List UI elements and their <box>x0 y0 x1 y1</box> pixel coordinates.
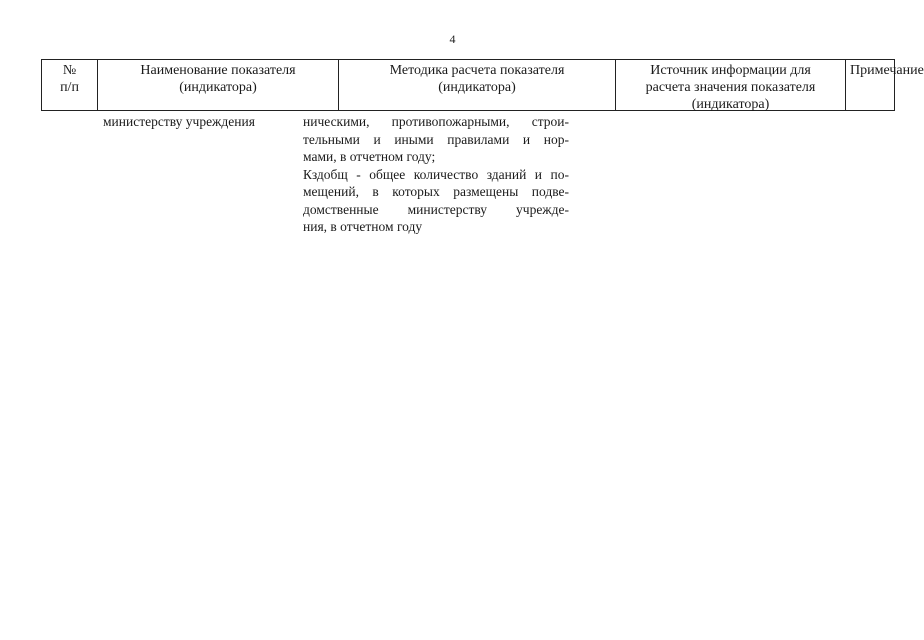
header-source-line2: расчета значения показателя <box>645 80 816 95</box>
header-note-cell <box>846 60 924 110</box>
method-line: мами, в отчетном году; <box>303 149 436 164</box>
header-note-label: Примечание <box>850 63 924 78</box>
header-name-cell <box>98 60 339 110</box>
table-header <box>41 59 924 112</box>
method-line: тельными и иными правилами и нор- <box>303 131 569 147</box>
method-line: ническими, противопожарными, строи- <box>303 114 569 129</box>
header-number-label: п/п <box>60 80 79 95</box>
header-number-cell <box>42 60 98 110</box>
header-method-cell <box>339 60 616 110</box>
method-line: мещений, в которых размещены подве- <box>303 184 569 199</box>
row-method-cell <box>303 113 569 236</box>
method-line: Кздобщ - общее количество зданий и по- <box>303 166 569 182</box>
header-method-line1: Методика расчета показателя <box>389 63 565 78</box>
header-source-line1: Источник информации для <box>650 63 811 78</box>
header-method-line2: (индикатора) <box>438 80 516 95</box>
header-name-line1: Наименование показателя <box>140 63 296 78</box>
row-name-text: министерству учреждения <box>103 114 255 129</box>
method-line: домственные министерству учрежде- <box>303 201 569 217</box>
row-name-cell <box>103 113 293 130</box>
header-source-line3: (индикатора) <box>691 97 770 112</box>
header-source-cell <box>616 60 846 110</box>
method-line: ния, в отчетном году <box>303 219 423 234</box>
page-number: 4 <box>449 32 456 46</box>
header-name-line2: (индикатора) <box>179 80 257 95</box>
header-number-symbol: № <box>62 63 77 78</box>
